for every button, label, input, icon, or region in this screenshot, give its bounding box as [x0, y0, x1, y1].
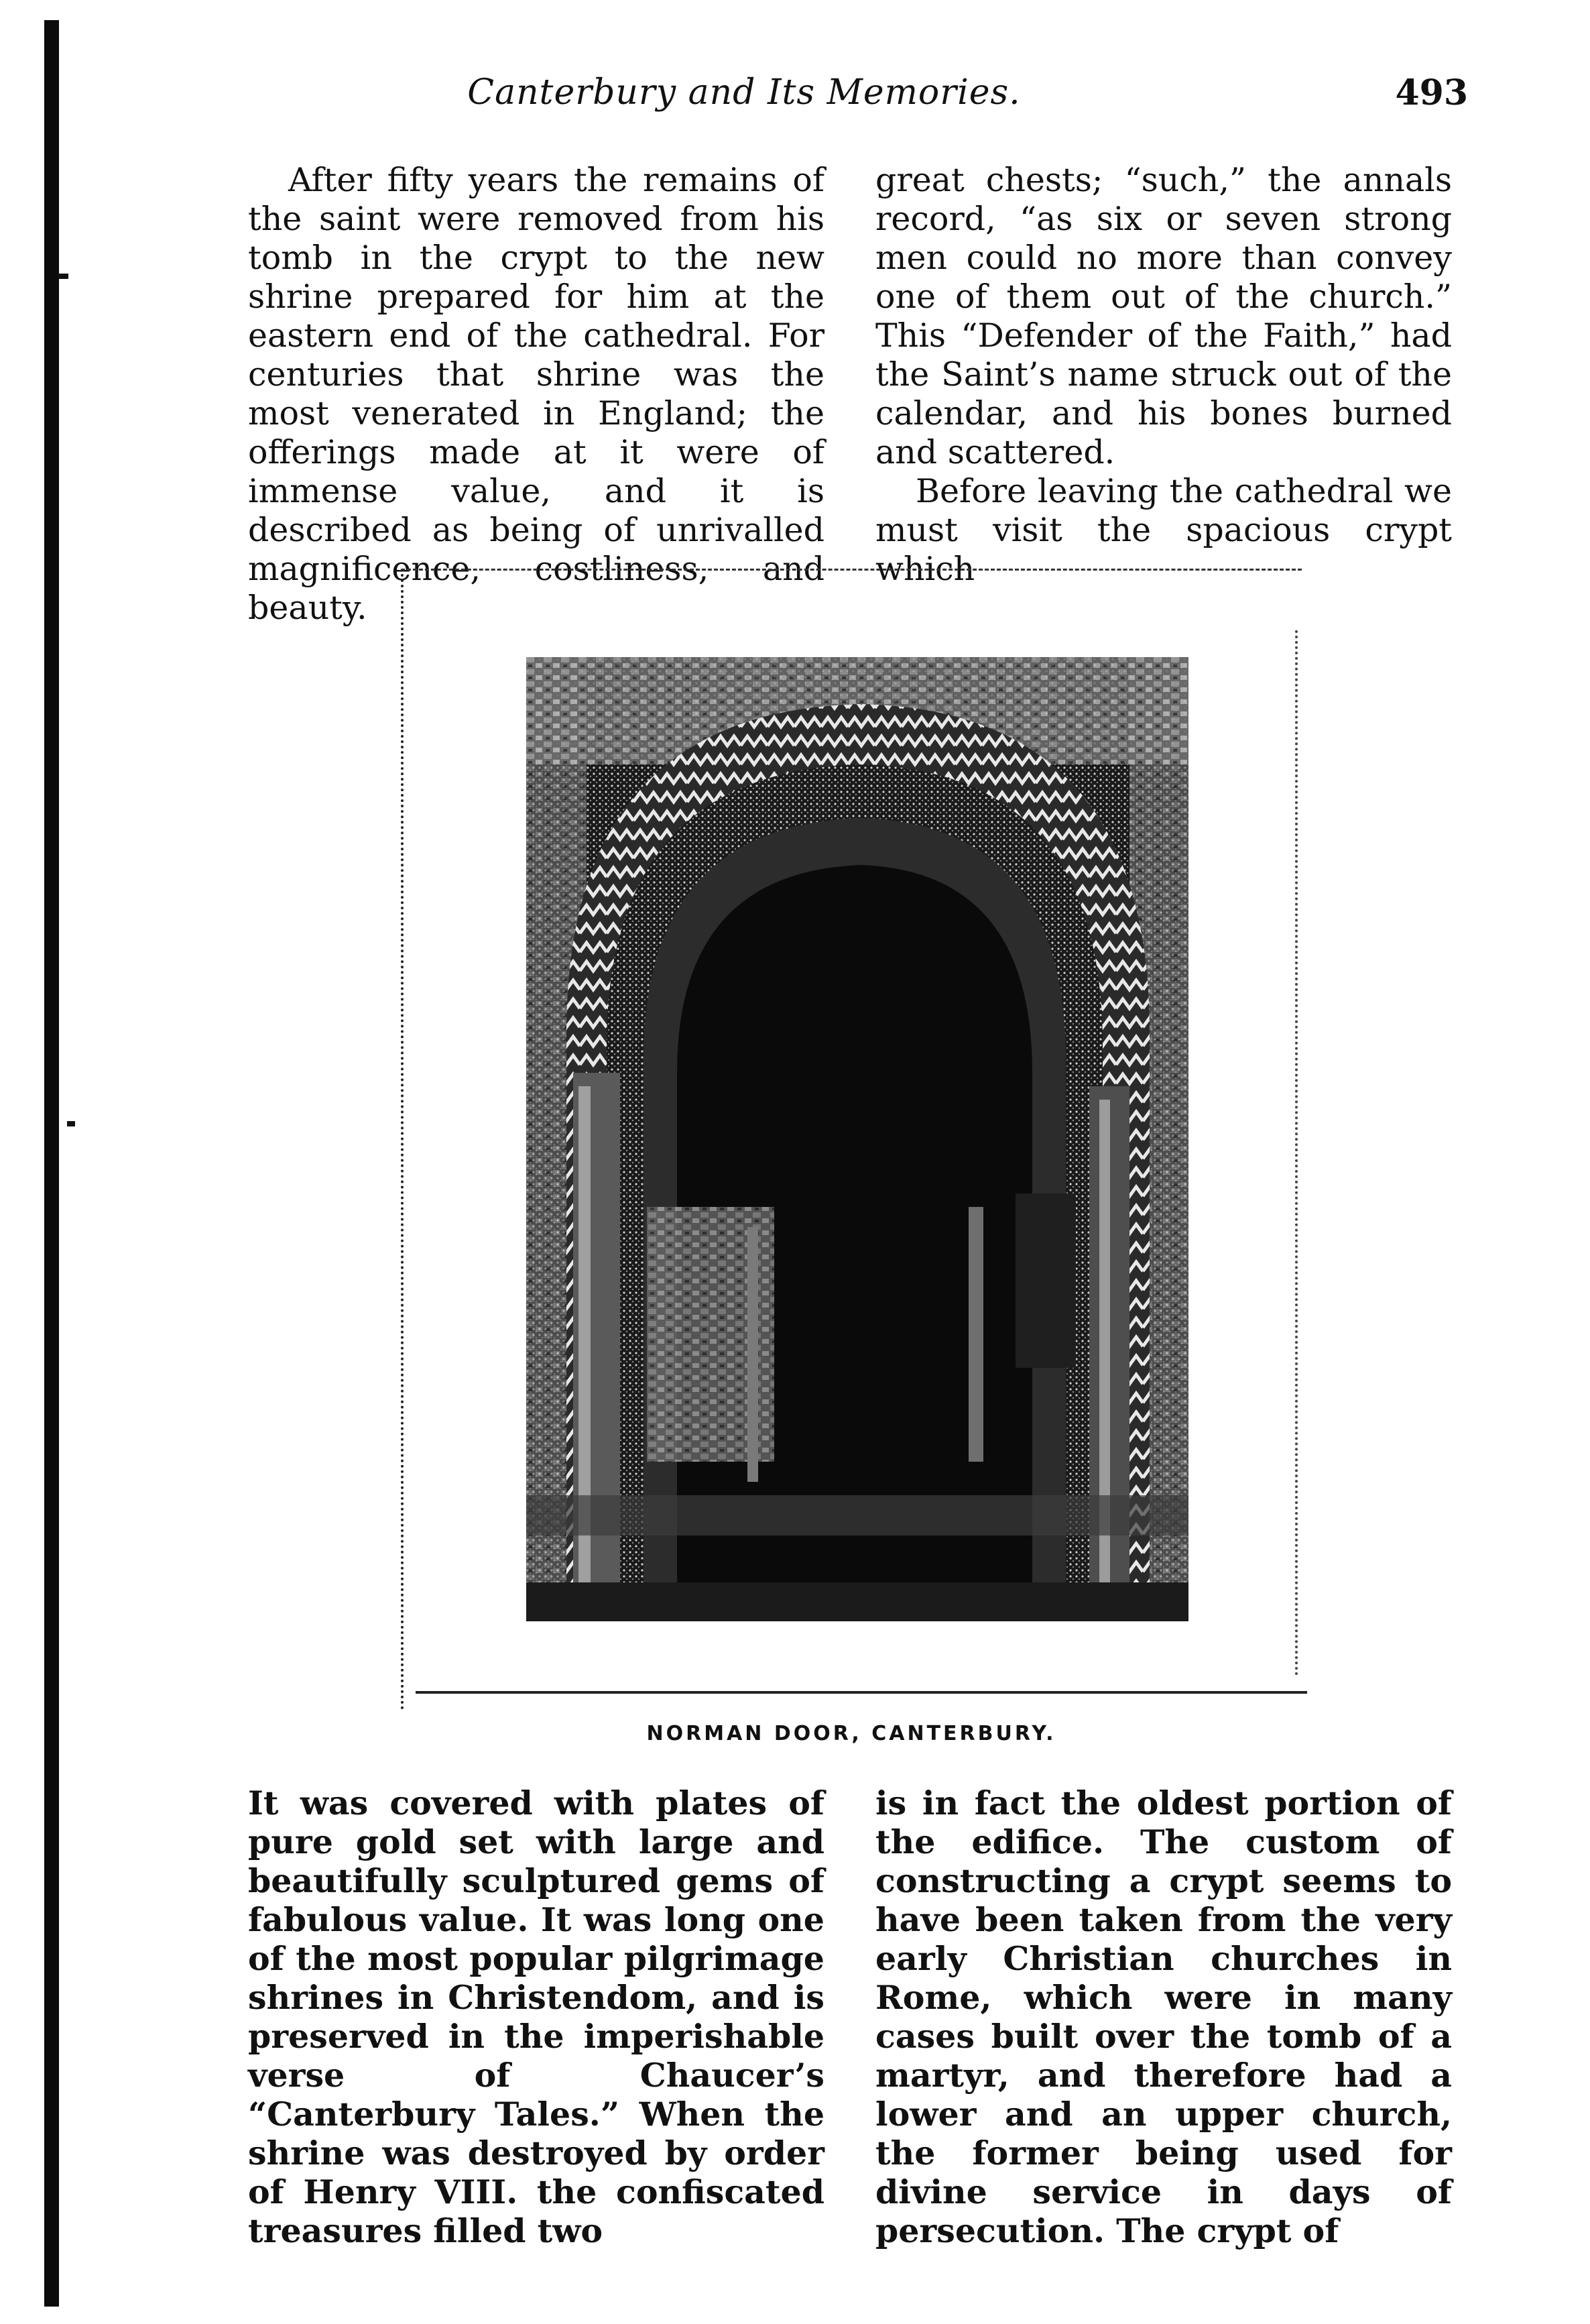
running-head — [241, 67, 1468, 121]
running-title: Canterbury and Its Memories. — [467, 72, 1021, 113]
margin-mark — [58, 274, 68, 279]
plate-frame-edge — [416, 1691, 1307, 1694]
paragraph-crypt-visit: Before leaving the cathedral we must visit the spacious crypt which — [875, 472, 1452, 588]
page-number: 493 — [1395, 72, 1468, 113]
margin-mark — [67, 1121, 75, 1126]
plate-frame-edge — [1295, 630, 1298, 1676]
norman-door-photograph — [526, 657, 1188, 1621]
paragraph-shrine-removal: After fifty years the remains of the saint were removed from his tomb in the crypt to the new shrine prepared for him at the eastern end of the cathedral. For centuries that shrine was the most venerated in England; the offerings made at it were of immense value, and it is described as being of unrivalled magnificence, costliness, and beauty. — [248, 161, 824, 627]
paragraph-crypt-origin: is in fact the oldest portion of the edifice. The custom of constructing a crypt seems to have been taken from the very early Christian churches in Rome, which were in many cases built over the tomb of a martyr, and therefore had a lower and an upper church, the former being used for divine service in days of persecution. The crypt of — [875, 1784, 1452, 2250]
paragraph-shrine-gold: It was covered with plates of pure gold set with large and beautifully sculptured gems of fabulous value. It was long one of the most popular pilgrimage shrines in Christendom, and is preserved in the imperishable verse of Chaucer’s “Canterbury Tales.” When the shrine was destroyed by order of Henry VIII. the confiscated treasures filled two — [248, 1784, 824, 2250]
page-binding-edge — [44, 20, 59, 2307]
column-top-right — [875, 161, 1452, 589]
figure-caption: NORMAN DOOR, CANTERBURY. — [646, 1722, 1056, 1745]
norman-door-illustration — [526, 657, 1188, 1621]
paragraph-chests: great chests; “such,” the annals record, “as six or seven strong men could no more than convey one of them out of the church.” This “Defender of the Faith,” had the Saint’s name struck out of the calendar, and his bones burned and scattered. — [875, 161, 1452, 471]
